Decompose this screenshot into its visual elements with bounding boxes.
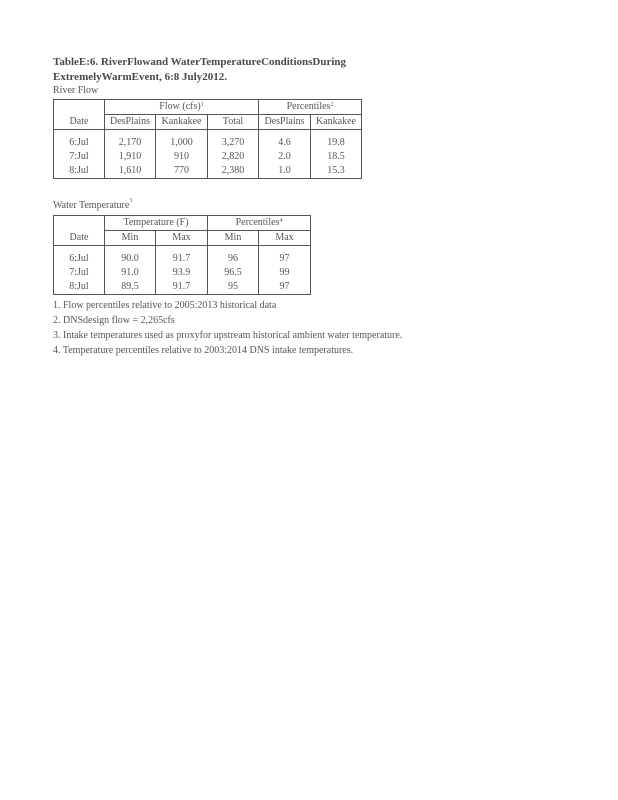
col-date: Date xyxy=(54,115,105,130)
col-total: Total xyxy=(208,115,259,130)
col-pct-min: Min xyxy=(208,231,259,246)
title-line-1: TableE:6. RiverFlowand WaterTemperatureConditionsDuring xyxy=(53,56,347,68)
footnotes xyxy=(53,298,402,358)
col-kankakee: Kankakee xyxy=(156,115,208,130)
table-row: 7:Jul 91.0 93.9 96.5 99 xyxy=(54,266,311,280)
river-flow-heading: River Flow xyxy=(53,85,99,96)
col-pct-desplains: DesPlains xyxy=(259,115,311,130)
table-row: 8:Jul 89.5 91.7 95 97 xyxy=(54,280,311,295)
footnote-4: 4. Temperature percentiles relative to 2003:2014 DNS intake temperatures. xyxy=(53,345,354,356)
col-min: Min xyxy=(105,231,156,246)
river-flow-table xyxy=(53,99,362,179)
table-row: 8:Jul 1,610 770 2,380 1.0 15.3 xyxy=(54,164,362,179)
title-line-2: ExtremelyWarmEvent, 6:8 July2012. xyxy=(53,71,227,83)
col-date: Date xyxy=(54,231,105,246)
footnote-1: 1. Flow percentiles relative to 2005:2013 historical data xyxy=(53,300,277,311)
temperature-group-header: Temperature (F) xyxy=(105,216,208,231)
col-desplains: DesPlains xyxy=(105,115,156,130)
flow-group-header: Flow (cfs)$^1$ xyxy=(105,100,259,115)
table-row: 6:Jul 90.0 91.7 96 97 xyxy=(54,252,311,266)
table-row: 6:Jul 2,170 1,000 3,270 4.6 19.8 xyxy=(54,136,362,150)
col-pct-max: Max xyxy=(259,231,311,246)
water-temperature-table xyxy=(53,215,311,295)
table-title xyxy=(53,55,383,85)
temp-percentiles-group-header: Percentiles$^4$ xyxy=(208,216,311,231)
col-max: Max xyxy=(156,231,208,246)
percentiles-group-header: Percentiles$^2$ xyxy=(259,100,362,115)
footnote-2: 2. DNSdesign flow = 2,265cfs xyxy=(53,315,175,326)
water-temperature-heading: Water Temperature$^3$ xyxy=(53,198,133,211)
footnote-3: 3. Intake temperatures used as proxyfor upstream historical ambient water temperature. xyxy=(53,330,403,341)
col-pct-kankakee: Kankakee xyxy=(311,115,362,130)
table-row: 7:Jul 1,910 910 2,820 2.0 18.5 xyxy=(54,150,362,164)
